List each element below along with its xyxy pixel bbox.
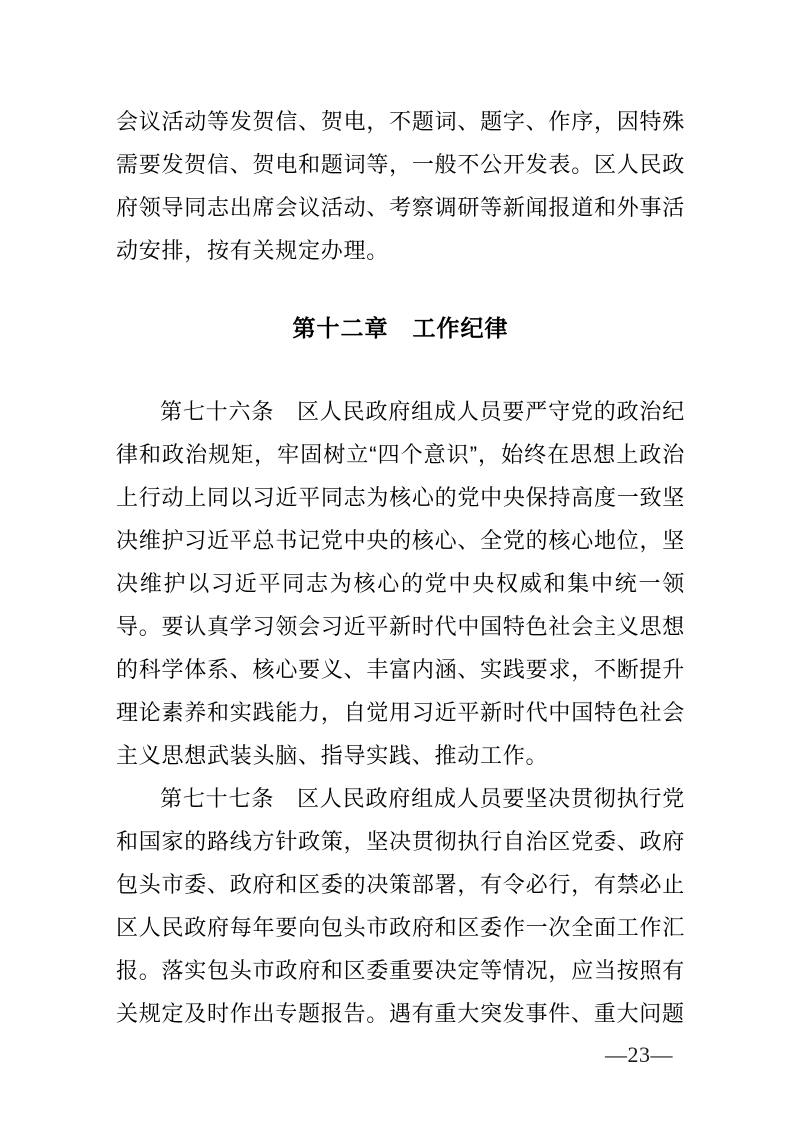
text-block bbox=[116, 0, 685, 1035]
paragraph-article-77: 第七十七条 区人民政府组成人员要坚决贯彻执行党和国家的路线方针政策，坚决贯彻执行自治区党委、政府包头市委、政府和区委的决策部署，有令必行，有禁必止区人民政府每年要向包头市政府和区委作一次全面工作汇报。落实包头市政府和区委重要决定等情况，应当按照有关规定及时作出专题报告。遇有重大突发事件、重大问题 bbox=[116, 786, 685, 1026]
page-number: —23— bbox=[605, 1042, 673, 1067]
paragraph-continuation: 会议活动等发贺信、贺电，不题词、题字、作序，因特殊需要发贺信、贺电和题词等，一般不公开发表。区人民政府领导同志出席会议活动、考察调研等新闻报道和外事活动安排，按有关规定办理。 bbox=[116, 109, 685, 263]
page-footer bbox=[605, 1042, 673, 1068]
chapter-heading: 第十二章 工作纪律 bbox=[292, 315, 509, 341]
paragraph-article-76: 第七十六条 区人民政府组成人员要严守党的政治纪律和政治规矩，牢固树立“四个意识”，始终在思想上政治上行动上同以习近平同志为核心的党中央保持高度一致坚决维护习近平总书记党中央的核心、全党的核心地位，坚决维护以习近平同志为核心的党中央权威和集中统一领导。要认真学习领会习近平新时代中国特色社会主义思想的科学体系、核心要义、丰富内涵、实践要求，不断提升理论素养和实践能力，自觉用习近平新时代中国特色社会主义思想武装头脑、指导实践、推动工作。 bbox=[116, 399, 685, 768]
